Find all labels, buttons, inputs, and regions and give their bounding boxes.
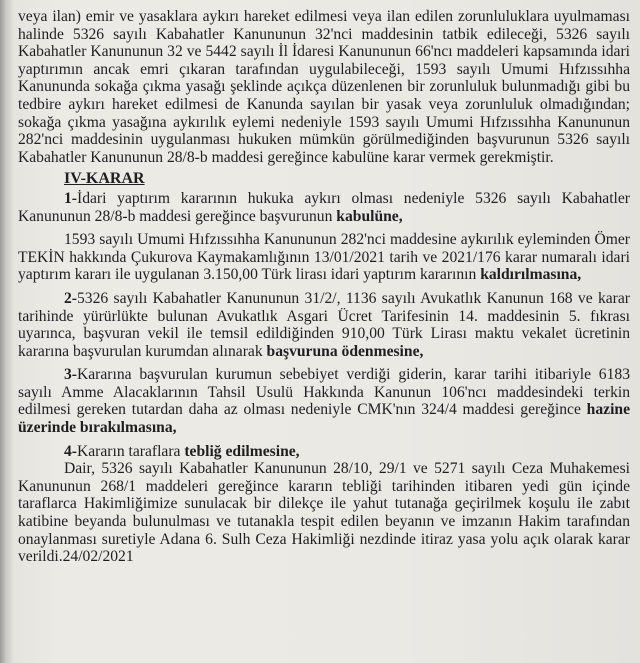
item-text: 1593 sayılı Umumi Hıfzıssıhha Kanununun 282'nci maddesine aykırılık eyleminden Ömer TEKİN hakkında Çukurova Kaymakamlığının 13/01/2021 tarih ve 2021/176 karar numaralı idari yaptırım kararı ile uygulanan 3.150,00 Türk lirası idari yaptırım kararının <box>18 231 630 284</box>
section-heading-karar: IV-KARAR <box>64 170 145 188</box>
item-text: İdari yaptırım kararının hukuka aykırı olması nedeniyle 5326 sayılı Kabahatler Kanununun 28/8-b maddesi gereğince başvurunun <box>18 189 630 225</box>
closing-text: Dair, 5326 sayılı Kabahatler Kanununun 28/10, 29/1 ve 5271 sayılı Ceza Muhakemesi Kanununun 268/1 maddeleri gereğince kararın tebliği tarihinden itibaren yedi gün içinde taraflarca Hakimliğimize sunulacak bir dilekçe ile yahut tutanağa geçirilmek koşulu ile zabıt katibine beyanda bulunulması ve tutanakla tespit edilen beyanın ve imzanın Hakim tarafından onaylanması suretiyle Adana 6. Sulh Ceza Hakimliği nezdinde itiraz yasa yolu açık olarak karar verildi. <box>18 460 630 566</box>
item-text: Kararın taraflara <box>77 442 185 460</box>
decision-item-1 <box>18 190 630 225</box>
item-verdict: başvuruna ödenmesine, <box>266 342 424 360</box>
decision-item-1-continuation <box>18 231 630 284</box>
decision-item-3 <box>18 366 630 436</box>
decision-item-2 <box>18 290 630 360</box>
item-number: 4- <box>64 442 77 460</box>
decision-date: 24/02/2021 <box>62 548 134 566</box>
closing-paragraph <box>18 460 630 566</box>
item-verdict: tebliğ edilmesine, <box>184 442 300 460</box>
item-verdict: kabulüne, <box>336 207 403 225</box>
item-verdict: hazine üzerinde bırakılmasına, <box>18 401 630 437</box>
item-number: 2- <box>64 289 77 307</box>
item-text: 5326 sayılı Kabahatler Kanununun 31/2/, 1136 sayılı Avukatlık Kanunun 168 ve karar tarihinde yürürlükte bulunan Avukatlık Asgari Ücret Tarifesinin 14. maddesinin 5. fıkrası uyarınca, başvuran vekil ile temsil edildiğinden 910,00 Türk Lirası maktu vekalet ücretinin kararına başvurulan kurumdan alınarak <box>18 289 630 360</box>
item-number: 1- <box>64 189 77 207</box>
intro-paragraph: veya ilan) emir ve yasaklara aykırı hareket edilmesi veya ilan edilen zorunluluklara uyulmaması halinde 5326 sayılı Kabahatler Kanununun 32'nci maddesinin tatbik edileceği, 5326 sayılı Kabahatler Kanununun 32 ve 5442 sayılı İl İdaresi Kanununun 66'ncı maddeleri kapsamında idari yaptırımın ancak emri çıkaran tarafından uygulabileceği, 1593 sayılı Umumi Hıfzıssıhha Kanununda sokağa çıkma yasağı şeklinde açıkça düzenlenen bir zorunluluk bulunmadığı gibi bu tedbire aykırı hareket edilmesi de Kanunda sayılan bir yasak veya zorunluluk olmadığından; sokağa çıkma yasağına aykırılık eylemi nedeniyle 1593 sayılı Umumi Hıfzıssıhha Kanununun 282'nci maddesinin uygulanması hukuken mümkün görülmediğinden başvurunun 5326 sayılı Kabahatler Kanununun 28/8-b maddesi gereğince kabulüne karar vermek gerekmiştir. <box>18 8 630 166</box>
item-text: Kararına başvurulan kurumun sebebiyet verdiği giderin, karar tarihi itibariyle 6183 sayılı Amme Alacaklarının Tahsil Usulü Hakkında Kanunun 106'ncı maddesindeki terkin edilmesi gereken tutardan daha az olması nedeniyle CMK'nın 324/4 maddesi gereğince <box>18 366 630 419</box>
decision-item-4 <box>18 443 630 461</box>
item-verdict: kaldırılmasına, <box>480 266 582 284</box>
item-number: 3- <box>64 366 77 384</box>
court-decision-document <box>18 8 630 566</box>
